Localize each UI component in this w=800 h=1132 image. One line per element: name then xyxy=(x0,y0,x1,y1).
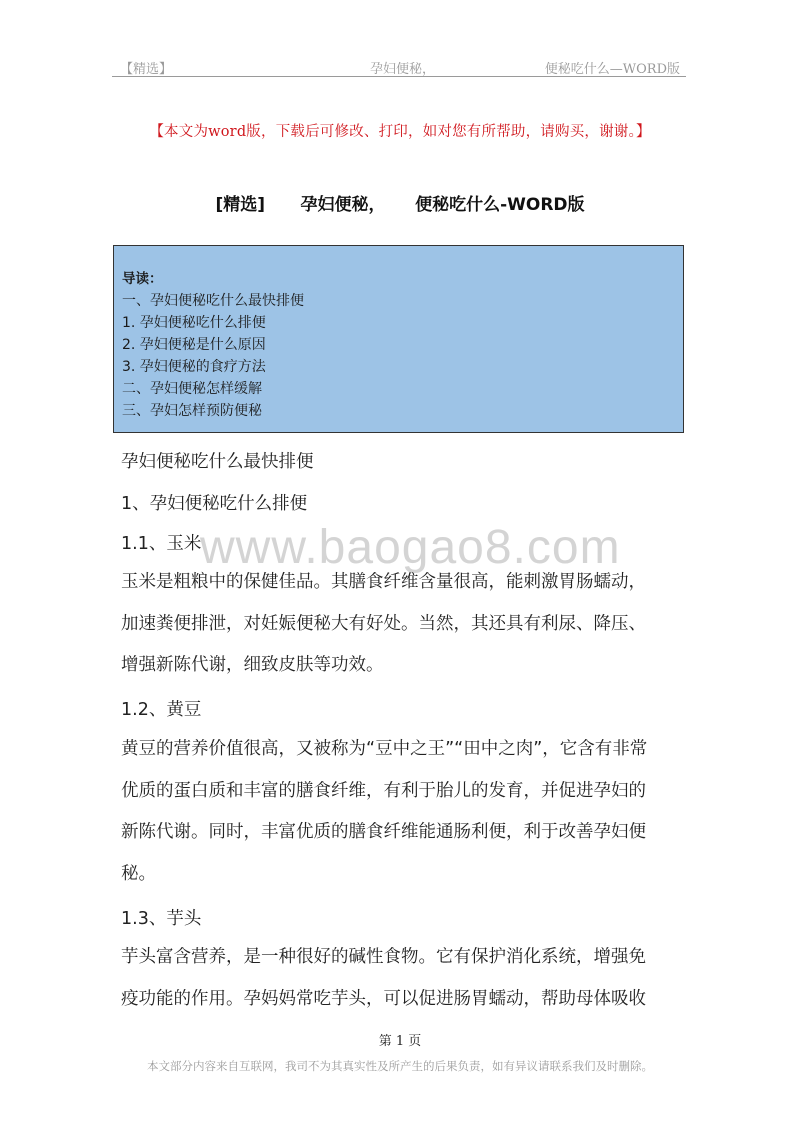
header-center: 孕妇便秘， xyxy=(370,62,436,77)
paragraph-taro xyxy=(121,937,686,1020)
paragraph-line: 加速粪便排泄，对妊娠便秘大有好处。当然，其还具有利尿、降压、 xyxy=(121,613,646,634)
paragraph-line: 玉米是粗粮中的保健佳品。其膳食纤维含量很高，能刺激胃肠蠕动， xyxy=(121,572,646,592)
toc-item[interactable]: 三、孕妇怎样预防便秘 xyxy=(122,403,262,419)
paragraph-line: 优质的蛋白质和丰富的膳食纤维，有利于胎儿的发育，并促进孕妇的 xyxy=(121,780,646,801)
toc-item[interactable]: 1. 孕妇便秘吃什么排便 xyxy=(122,315,266,331)
subsection-heading-corn: 1.1、玉米 xyxy=(121,534,202,554)
page-number: 第 1 页 xyxy=(378,1034,422,1049)
toc-heading: 导读： xyxy=(122,271,163,287)
subsection-heading-soybean: 1.2、黄豆 xyxy=(121,700,202,720)
table-of-contents xyxy=(113,245,684,433)
subsection-heading-taro: 1.3、芋头 xyxy=(121,909,202,929)
toc-item[interactable]: 2. 孕妇便秘是什么原因 xyxy=(122,337,266,353)
page-header xyxy=(112,58,686,77)
header-right: 便秘吃什么—WORD版 xyxy=(544,62,680,77)
paragraph-line: 新陈代谢。同时，丰富优质的膳食纤维能通肠利便，利于改善孕妇便 xyxy=(121,822,646,842)
paragraph-line: 黄豆的营养价值很高，又被称为“豆中之王”“田中之肉”，它含有非常 xyxy=(121,739,648,759)
watermark: www.baogao8.com xyxy=(200,521,621,574)
purchase-notice: 【本文为word版，下载后可修改、打印，如对您有所帮助，请购买，谢谢。】 xyxy=(149,124,651,140)
section-heading-1: 1、孕妇便秘吃什么排便 xyxy=(121,494,308,514)
toc-item[interactable]: 一、孕妇便秘吃什么最快排便 xyxy=(122,293,304,309)
page-footer-disclaimer: 本文部分内容来自互联网，我司不为其真实性及所产生的后果负责，如有异议请联系我们及时删除。 xyxy=(147,1059,653,1073)
paragraph-line: 芋头富含营养，是一种很好的碱性食物。它有保护消化系统，增强免 xyxy=(121,947,646,967)
section-heading-main: 孕妇便秘吃什么最快排便 xyxy=(121,452,314,472)
paragraph-corn xyxy=(121,562,686,687)
paragraph-line: 增强新陈代谢，细致皮肤等功效。 xyxy=(121,655,384,675)
paragraph-line: 疫功能的作用。孕妈妈常吃芋头，可以促进肠胃蠕动，帮助母体吸收 xyxy=(121,988,646,1009)
header-left: 【精选】 xyxy=(120,62,173,77)
document-title: [精选] 孕妇便秘， 便秘吃什么-WORD版 xyxy=(215,195,585,215)
toc-item[interactable]: 二、孕妇便秘怎样缓解 xyxy=(122,381,262,397)
toc-item[interactable]: 3. 孕妇便秘的食疗方法 xyxy=(122,359,266,375)
paragraph-soybean xyxy=(121,729,686,895)
paragraph-line: 秘。 xyxy=(121,863,156,884)
